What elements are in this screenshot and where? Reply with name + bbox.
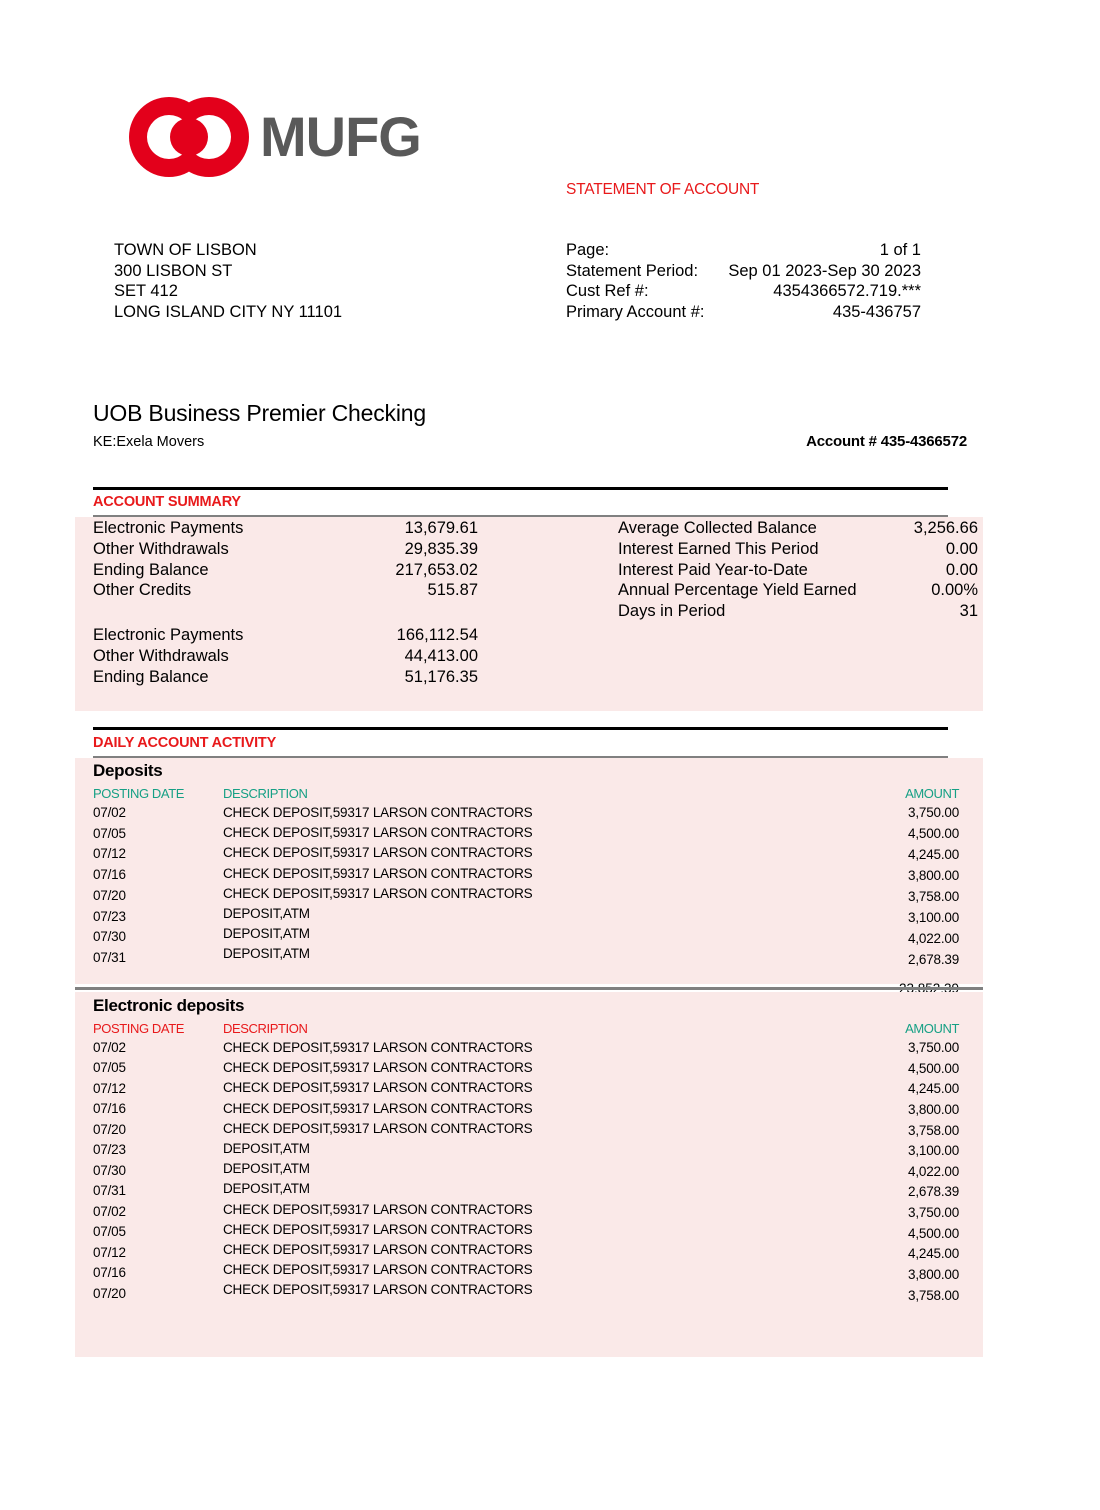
summary-label: Interest Earned This Period <box>618 539 819 558</box>
row-amount: 2,678.39 <box>908 1184 959 1200</box>
deposits-col-description: DESCRIPTION <box>223 786 308 801</box>
row-description: CHECK DEPOSIT,59317 LARSON CONTRACTORS <box>223 1262 533 1278</box>
meta-label: Primary Account #: <box>566 302 705 321</box>
row-posting-date: 07/31 <box>93 1183 126 1199</box>
summary-value: 3,256.66 <box>913 519 978 537</box>
summary-row <box>618 518 978 539</box>
summary-value: 31 <box>959 602 978 621</box>
row-description: CHECK DEPOSIT,59317 LARSON CONTRACTORS <box>223 1080 533 1096</box>
summary-value: 515.87 <box>427 581 478 600</box>
electronic-deposits-rows-container <box>93 1040 959 1302</box>
summary-label: Other Withdrawals <box>93 646 229 665</box>
address-line-2: 300 LISBON ST <box>114 261 233 280</box>
summary-value: 0.00 <box>945 560 978 579</box>
customer-name: KE:Exela Movers <box>93 434 205 450</box>
summary-value: 29,835.39 <box>404 539 478 558</box>
row-description: CHECK DEPOSIT,59317 LARSON CONTRACTORS <box>223 1060 533 1076</box>
table-row <box>93 1161 959 1181</box>
row-posting-date: 07/31 <box>93 950 126 966</box>
summary-row <box>93 518 478 539</box>
row-description: CHECK DEPOSIT,59317 LARSON CONTRACTORS <box>223 845 533 861</box>
summary-value: 0.00% <box>931 581 978 600</box>
row-description: CHECK DEPOSIT,59317 LARSON CONTRACTORS <box>223 1201 533 1217</box>
row-amount: 2,678.39 <box>908 952 959 968</box>
row-amount: 3,758.00 <box>908 889 959 905</box>
address-line-3: SET 412 <box>114 282 178 300</box>
row-amount: 4,245.00 <box>908 1081 959 1097</box>
statement-meta-block <box>566 240 921 322</box>
summary-row <box>93 625 478 646</box>
row-description: DEPOSIT,ATM <box>223 946 310 962</box>
summary-row <box>93 560 478 581</box>
deposits-section-divider <box>75 987 983 990</box>
summary-label: Ending Balance <box>93 560 209 579</box>
row-amount: 3,800.00 <box>908 868 959 884</box>
summary-row <box>93 646 478 667</box>
row-amount: 3,750.00 <box>908 1040 959 1055</box>
summary-row <box>618 539 978 560</box>
summary-label: Average Collected Balance <box>618 519 817 537</box>
row-posting-date: 07/23 <box>93 908 126 924</box>
row-description: CHECK DEPOSIT,59317 LARSON CONTRACTORS <box>223 885 533 901</box>
meta-label: Cust Ref #: <box>566 282 649 300</box>
table-row <box>93 1080 959 1100</box>
table-row <box>93 886 959 906</box>
table-row <box>93 805 959 825</box>
table-row <box>93 906 959 926</box>
row-amount: 3,800.00 <box>908 1101 959 1117</box>
summary-value: 217,653.02 <box>395 560 478 579</box>
summary-label: Days in Period <box>618 602 726 621</box>
table-row <box>93 1040 959 1060</box>
table-row <box>93 1242 959 1262</box>
address-line-1: TOWN OF LISBON <box>114 241 257 259</box>
electronic-deposits-header-row <box>93 1021 959 1036</box>
summary-value: 166,112.54 <box>396 626 478 644</box>
summary-row <box>618 560 978 581</box>
meta-value: 1 of 1 <box>879 241 921 259</box>
table-row <box>93 946 959 966</box>
row-description: CHECK DEPOSIT,59317 LARSON CONTRACTORS <box>223 1221 533 1237</box>
deposits-rows-container <box>93 805 959 967</box>
row-posting-date: 07/30 <box>93 929 126 945</box>
row-amount: 4,022.00 <box>908 1163 959 1179</box>
customer-address-block <box>114 240 342 322</box>
row-posting-date: 07/20 <box>93 887 126 903</box>
summary-label: Other Withdrawals <box>93 539 229 558</box>
meta-row <box>566 261 921 282</box>
row-description: CHECK DEPOSIT,59317 LARSON CONTRACTORS <box>223 825 533 841</box>
table-row <box>93 1202 959 1222</box>
table-row <box>93 825 959 845</box>
brand-logo <box>128 96 421 178</box>
summary-row <box>93 539 478 560</box>
row-posting-date: 07/16 <box>93 1101 126 1117</box>
row-amount: 3,100.00 <box>908 1143 959 1159</box>
summary-label: Interest Paid Year-to-Date <box>618 560 808 579</box>
row-posting-date: 07/05 <box>93 825 126 841</box>
row-description: DEPOSIT,ATM <box>223 905 310 921</box>
summary-value: 51,176.35 <box>404 667 478 686</box>
deposits-col-amount: AMOUNT <box>905 786 959 801</box>
table-row <box>93 866 959 886</box>
row-description: CHECK DEPOSIT,59317 LARSON CONTRACTORS <box>223 1241 533 1257</box>
row-posting-date: 07/02 <box>93 1203 126 1219</box>
deposits-table-title: Deposits <box>93 761 163 780</box>
row-description: CHECK DEPOSIT,59317 LARSON CONTRACTORS <box>223 1282 533 1298</box>
electronic-deposits-col-posting-date: POSTING DATE <box>93 1021 185 1036</box>
activity-top-rule <box>93 727 948 730</box>
electronic-deposits-table-title: Electronic deposits <box>93 996 245 1015</box>
row-amount: 4,022.00 <box>908 931 959 947</box>
summary-value: 13,679.61 <box>404 519 478 537</box>
row-description: DEPOSIT,ATM <box>223 1161 310 1177</box>
table-row <box>93 1060 959 1080</box>
summary-row <box>618 580 978 601</box>
daily-account-activity-heading: DAILY ACCOUNT ACTIVITY <box>93 735 277 751</box>
row-posting-date: 07/20 <box>93 1121 126 1137</box>
table-row <box>93 1121 959 1141</box>
meta-value: 4354366572.719.*** <box>773 282 921 300</box>
table-row <box>93 1222 959 1242</box>
summary-row <box>93 667 478 688</box>
row-posting-date: 07/16 <box>93 867 126 883</box>
account-summary-heading: ACCOUNT SUMMARY <box>93 494 241 510</box>
table-row <box>93 1101 959 1121</box>
table-row <box>93 1282 959 1302</box>
row-amount: 3,100.00 <box>908 910 959 926</box>
row-description: CHECK DEPOSIT,59317 LARSON CONTRACTORS <box>223 805 533 820</box>
row-amount: 4,500.00 <box>908 1225 959 1241</box>
summary-value: 44,413.00 <box>404 646 478 665</box>
meta-value: 435-436757 <box>832 302 921 321</box>
row-posting-date: 07/16 <box>93 1265 126 1281</box>
row-amount: 3,750.00 <box>908 805 959 820</box>
row-description: DEPOSIT,ATM <box>223 926 310 942</box>
summary-label: Other Credits <box>93 581 192 600</box>
meta-value: Sep 01 2023-Sep 30 2023 <box>728 261 921 280</box>
summary-value: 0.00 <box>945 539 978 558</box>
meta-row <box>566 240 921 261</box>
summary-right-block <box>618 518 978 622</box>
summary-left-block-2 <box>93 625 478 687</box>
electronic-deposits-col-amount: AMOUNT <box>905 1021 959 1036</box>
row-posting-date: 07/30 <box>93 1162 126 1178</box>
row-description: DEPOSIT,ATM <box>223 1181 310 1197</box>
row-amount: 4,500.00 <box>908 826 959 842</box>
summary-label: Electronic Payments <box>93 519 244 537</box>
row-amount: 3,758.00 <box>908 1122 959 1138</box>
row-posting-date: 07/05 <box>93 1224 126 1240</box>
deposits-header-row <box>93 786 959 801</box>
row-amount: 4,245.00 <box>908 1246 959 1262</box>
summary-top-rule <box>93 487 948 490</box>
meta-label: Page: <box>566 241 610 259</box>
row-amount: 3,750.00 <box>908 1205 959 1221</box>
address-line-4: LONG ISLAND CITY NY 11101 <box>114 302 343 321</box>
row-amount: 4,500.00 <box>908 1060 959 1076</box>
statement-of-account-title: STATEMENT OF ACCOUNT <box>566 181 760 198</box>
row-amount: 3,758.00 <box>908 1287 959 1303</box>
summary-label: Ending Balance <box>93 667 209 686</box>
deposits-col-posting-date: POSTING DATE <box>93 786 185 801</box>
deposits-table <box>93 786 959 996</box>
account-number: Account # 435-4366572 <box>806 433 967 450</box>
summary-row <box>93 580 478 601</box>
row-amount: 4,245.00 <box>908 847 959 863</box>
product-title: UOB Business Premier Checking <box>93 400 426 426</box>
row-description: CHECK DEPOSIT,59317 LARSON CONTRACTORS <box>223 1040 533 1055</box>
table-row <box>93 845 959 865</box>
table-row <box>93 1181 959 1201</box>
table-row <box>93 926 959 946</box>
meta-label: Statement Period: <box>566 261 699 280</box>
row-posting-date: 07/05 <box>93 1060 126 1076</box>
summary-label: Electronic Payments <box>93 626 244 644</box>
electronic-deposits-col-description: DESCRIPTION <box>223 1021 308 1036</box>
electronic-deposits-table <box>93 1021 959 1302</box>
row-posting-date: 07/12 <box>93 1244 126 1260</box>
row-posting-date: 07/02 <box>93 805 126 820</box>
row-posting-date: 07/23 <box>93 1142 126 1158</box>
row-posting-date: 07/20 <box>93 1285 126 1301</box>
row-posting-date: 07/12 <box>93 846 126 862</box>
meta-row <box>566 281 921 302</box>
row-description: CHECK DEPOSIT,59317 LARSON CONTRACTORS <box>223 865 533 881</box>
row-amount: 3,800.00 <box>908 1266 959 1282</box>
mufg-double-circle-icon <box>128 96 250 178</box>
row-description: DEPOSIT,ATM <box>223 1140 310 1156</box>
summary-label: Annual Percentage Yield Earned <box>618 581 857 600</box>
row-posting-date: 07/12 <box>93 1080 126 1096</box>
row-description: CHECK DEPOSIT,59317 LARSON CONTRACTORS <box>223 1120 533 1136</box>
row-description: CHECK DEPOSIT,59317 LARSON CONTRACTORS <box>223 1100 533 1116</box>
meta-row <box>566 302 921 323</box>
row-posting-date: 07/02 <box>93 1040 126 1055</box>
table-row <box>93 1141 959 1161</box>
summary-left-block-1 <box>93 518 478 601</box>
brand-logo-text: MUFG <box>260 105 421 168</box>
summary-row <box>618 601 978 622</box>
table-row <box>93 1262 959 1282</box>
